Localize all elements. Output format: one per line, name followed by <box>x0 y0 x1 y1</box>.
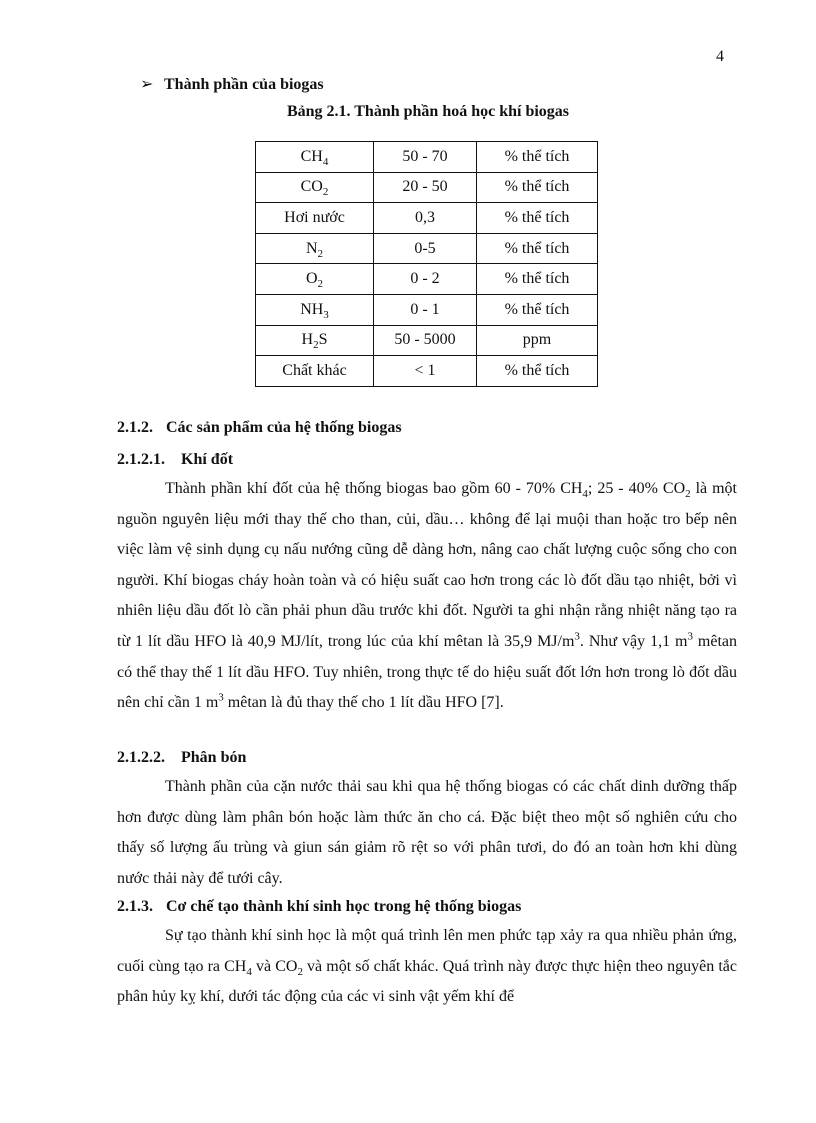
text-run: mêtan là đủ thay thế cho 1 lít dầu HFO [7]. <box>223 694 504 712</box>
composition-table <box>255 141 598 387</box>
text-run: là một nguồn nguyên liệu mới thay thế cho than, củi, dầu… không để lại muội than hoặc tro bếp nên việc làm vệ sinh dụng cụ nấu nướng cũng dễ dàng hơn, nâng cao chất lượng cuộc sống cho con người. Khí biogas cháy hoàn toàn và có hiệu suất cao hơn trong các lò đốt dầu tạo nhiệt, bởi vì nhiên liệu dầu đốt lò cần phải phun dầu trước khi đốt. Người ta ghi nhận rằng nhiệt năng tạo ra từ 1 lít dầu HFO là 40,9 MJ/lít, trong lúc của khí mêtan là 35,9 MJ/m <box>117 480 737 650</box>
heading-title: Phân bón <box>181 749 247 766</box>
unit-cell: % thể tích <box>477 294 598 325</box>
paragraph-fertilizer: Thành phần của cặn nước thải sau khi qua hệ thống biogas có các chất dinh dưỡng thấp hơn được dùng làm phân bón hoặc làm thức ăn cho cá. Đặc biệt theo một số nghiên cứu cho thấy số lượng ấu trùng và giun sán giảm rõ rệt so với phân tươi, do đó an toàn hơn khi dùng nước thải này để tưới cây. <box>117 778 737 887</box>
heading-2-1-3 <box>117 893 737 921</box>
heading-2-1-2-2 <box>117 744 737 772</box>
section-bullet-heading <box>140 74 324 94</box>
component-name-cell: Hơi nước <box>256 203 374 234</box>
table-row <box>256 294 598 325</box>
section-2-1-2 <box>117 414 737 719</box>
value-cell: 50 - 5000 <box>374 325 477 356</box>
component-name-cell: $NH_3$ <box>256 294 374 325</box>
value-cell: 0 - 2 <box>374 264 477 295</box>
text-run: mêtan có thể thay thế 1 lít dầu HFO. Tuy nhiên, trong thực tế do hiệu suất đốt lớn hơn trong lò đốt dầu nên chỉ cần 1 m <box>117 632 738 712</box>
component-name-cell: $N_2$ <box>256 233 374 264</box>
value-cell: < 1 <box>374 356 477 387</box>
table-row <box>256 264 598 295</box>
value-cell: 0-5 <box>374 233 477 264</box>
heading-title: Các sản phẩm của hệ thống biogas <box>166 419 402 436</box>
heading-title: Cơ chế tạo thành khí sinh học trong hệ thống biogas <box>166 898 522 915</box>
component-name-cell: $O_2$ <box>256 264 374 295</box>
unit-cell: % thể tích <box>477 172 598 203</box>
composition-table-body <box>256 142 598 387</box>
subscript: 2 <box>685 488 691 501</box>
subscript: 4 <box>246 965 252 978</box>
heading-2-1-2 <box>117 414 737 442</box>
component-name-cell: $CH_4$ <box>256 142 374 173</box>
bullet-heading-text: Thành phần của biogas <box>164 76 324 93</box>
table-row <box>256 233 598 264</box>
table-row <box>256 325 598 356</box>
table-caption: Bảng 2.1. Thành phần hoá học khí biogas <box>286 103 570 120</box>
table-row <box>256 203 598 234</box>
superscript: 3 <box>687 630 693 643</box>
unit-cell: % thể tích <box>477 142 598 173</box>
arrow-bullet-icon: ➢ <box>140 76 154 93</box>
unit-cell: % thể tích <box>477 356 598 387</box>
unit-cell: ppm <box>477 325 598 356</box>
component-name-cell: $CO_2$ <box>256 172 374 203</box>
unit-cell: % thể tích <box>477 264 598 295</box>
heading-number: 2.1.2. <box>117 419 153 436</box>
table-row <box>256 142 598 173</box>
section-2-1-2-2 <box>117 744 737 894</box>
text-run: ; 25 - 40% CO <box>587 480 686 497</box>
page-number: 4 <box>716 48 724 65</box>
section-2-1-3 <box>117 893 737 1013</box>
value-cell: 0 - 1 <box>374 294 477 325</box>
text-run: và một số chất khác. Quá trình này được thực hiện theo nguyên tắc phân hủy kỵ khí, dưới tác động của các vi sinh vật yếm khí để <box>117 957 738 1006</box>
heading-2-1-2-1 <box>117 446 737 474</box>
subscript: 2 <box>297 965 303 978</box>
text-run: Sự tạo thành khí sinh học là một quá trình lên men phức tạp xảy ra qua nhiều phản ứng, cuối cùng tạo ra CH <box>117 927 737 975</box>
superscript: 3 <box>574 630 580 643</box>
table-row <box>256 356 598 387</box>
unit-cell: % thể tích <box>477 203 598 234</box>
text-run: Thành phần khí đốt của hệ thống biogas bao gồm 60 - 70% CH <box>165 480 583 497</box>
component-name-cell: $H_2S$ <box>256 325 374 356</box>
superscript: 3 <box>218 691 224 704</box>
paragraph-biogas-mechanism <box>117 921 737 1013</box>
heading-number: 2.1.2.2. <box>117 749 165 766</box>
subscript: 4 <box>582 488 588 501</box>
table-row <box>256 172 598 203</box>
unit-cell: % thể tích <box>477 233 598 264</box>
heading-number: 2.1.2.1. <box>117 451 165 468</box>
value-cell: 50 - 70 <box>374 142 477 173</box>
component-name-cell: Chất khác <box>256 356 374 387</box>
heading-number: 2.1.3. <box>117 898 153 915</box>
value-cell: 20 - 50 <box>374 172 477 203</box>
heading-title: Khí đốt <box>181 451 234 468</box>
text-run: và CO <box>251 957 298 975</box>
value-cell: 0,3 <box>374 203 477 234</box>
text-run: . Như vậy 1,1 m <box>579 632 688 650</box>
paragraph-fuel-gas <box>117 474 737 719</box>
